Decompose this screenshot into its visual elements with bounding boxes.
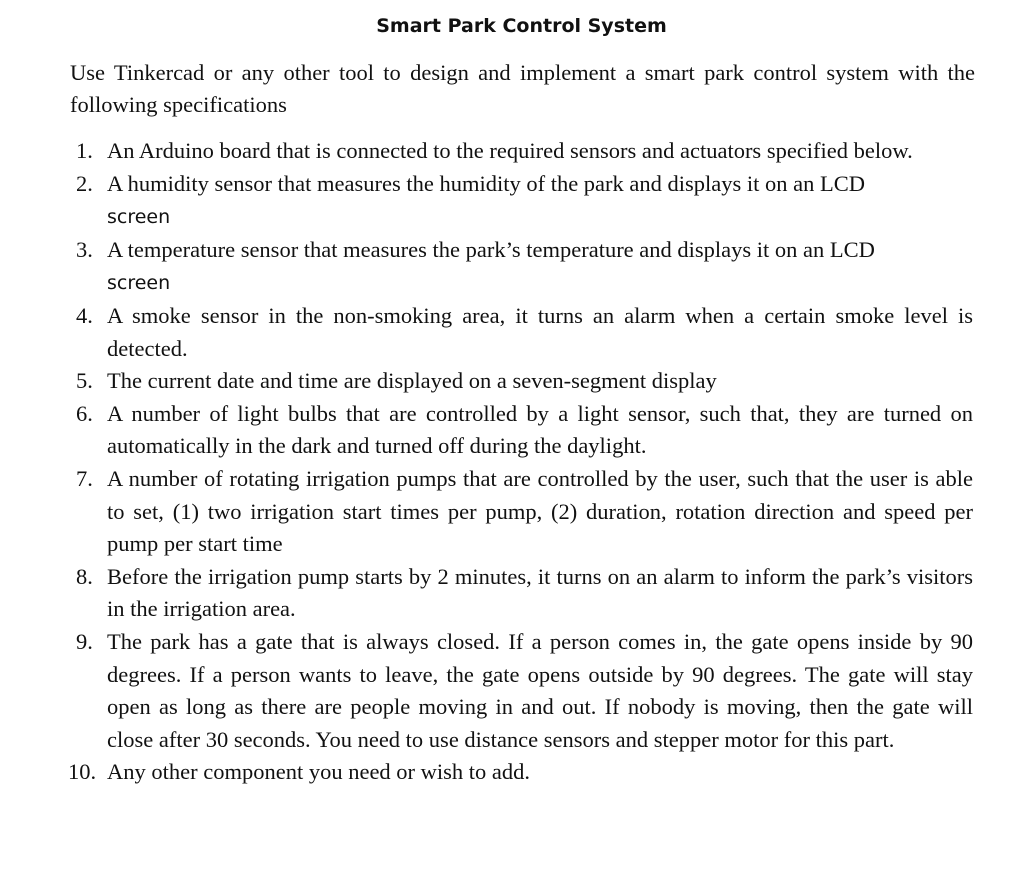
spec-number: 5. <box>76 368 93 394</box>
spec-text: A temperature sensor that measures the park’s temperature and displays it on an LCD <box>107 236 875 262</box>
spec-text: A humidity sensor that measures the humidity of the park and displays it on an LCD <box>107 170 866 196</box>
spec-text: The park has a gate that is always closed. If a person comes in, the gate opens inside by 90 degrees. If a person wants to leave, the gate opens outside by 90 degrees. The gate will stay open as long as there are people moving in and out. If nobody is moving, then the gate will close after 30 seconds. You need to use distance sensors and stepper motor for this part. <box>107 628 973 752</box>
spec-text: A smoke sensor in the non-smoking area, it turns an alarm when a certain smoke level is detected. <box>107 302 973 361</box>
spec-item-3 <box>0 234 973 300</box>
spec-text-tail: screen <box>107 272 171 295</box>
spec-number: 7. <box>76 465 93 491</box>
spec-item-6 <box>0 398 973 463</box>
spec-text: The current date and time are displayed on a seven-segment display <box>107 368 717 394</box>
intro-paragraph: Use Tinkercad or any other tool to design and implement a smart park control system with the following specifications <box>70 60 975 117</box>
spec-item-2 <box>0 168 973 234</box>
spec-number: 1. <box>76 138 93 163</box>
spec-item-10 <box>0 756 973 789</box>
spec-text: Any other component you need or wish to add. <box>107 759 531 785</box>
spec-number: 4. <box>76 302 93 328</box>
spec-text: A number of rotating irrigation pumps that are controlled by the user, such that the user is able to set, (1) two irrigation start times per pump, (2) duration, rotation direction and speed per pump per start time <box>107 465 973 557</box>
spec-number: 8. <box>76 563 93 589</box>
spec-number: 2. <box>76 170 93 196</box>
spec-item-9 <box>0 626 973 756</box>
document-title: Smart Park Control System <box>376 15 667 37</box>
spec-number: 10. <box>68 759 97 785</box>
spec-item-5 <box>0 365 973 398</box>
spec-number: 6. <box>76 400 93 426</box>
spec-item-1 <box>0 135 973 168</box>
spec-text-tail: screen <box>107 206 171 229</box>
spec-number: 9. <box>76 628 93 654</box>
spec-text: Before the irrigation pump starts by 2 minutes, it turns on an alarm to inform the park’s visitors in the irrigation area. <box>107 563 973 622</box>
spec-item-7 <box>0 463 973 561</box>
spec-text: A number of light bulbs that are controlled by a light sensor, such that, they are turned on automatically in the dark and turned off during the daylight. <box>107 400 973 459</box>
spec-text: An Arduino board that is connected to the required sensors and actuators specified below. <box>107 138 913 163</box>
spec-item-4 <box>0 300 973 365</box>
specifications-list <box>0 135 1033 789</box>
spec-number: 3. <box>76 236 93 262</box>
spec-item-8 <box>0 561 973 626</box>
